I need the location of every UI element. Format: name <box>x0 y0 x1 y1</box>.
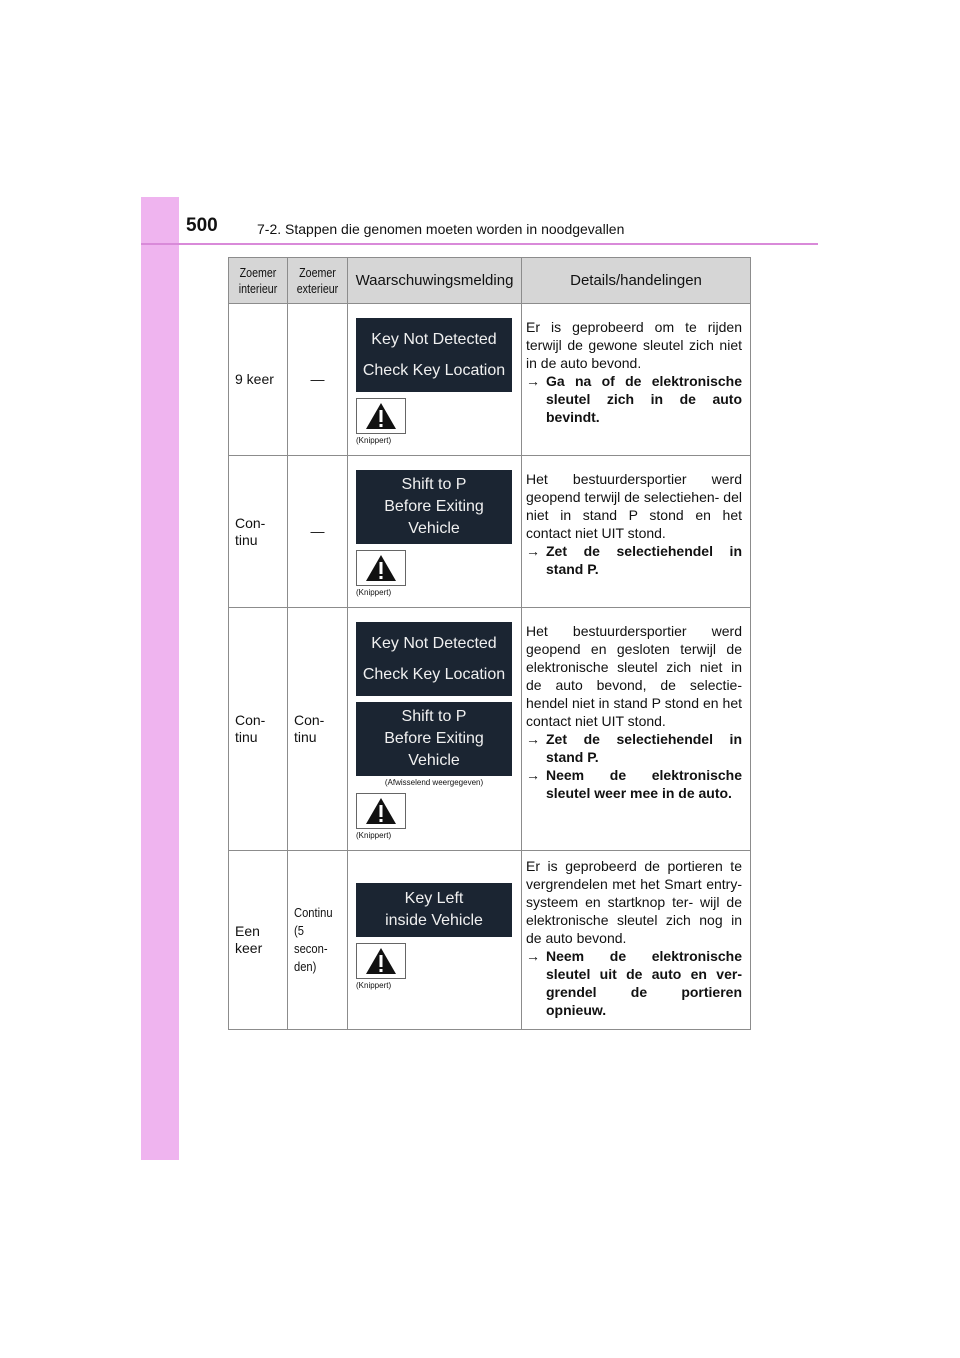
display-screen: Key Not Detected Check Key Location <box>356 622 512 696</box>
action-item: → Zet de selectiehendel in stand P. <box>526 543 742 577</box>
warning-table <box>228 257 751 1030</box>
warning-light <box>356 550 406 586</box>
exterior-buzzer-cell: — <box>288 304 348 456</box>
detail-text: Er is geprobeerd om te rijden terwijl de gewone sleutel zich niet in de auto bevond. <box>526 319 742 371</box>
exterior-buzzer-cell: Con- tinu <box>288 608 348 851</box>
exterior-buzzer-cell: Continu (5 secon- den) <box>288 851 348 1030</box>
details-cell <box>522 456 751 608</box>
warning-message-cell <box>348 851 522 1030</box>
blink-caption: (Knippert) <box>356 831 392 840</box>
warning-light <box>356 943 406 979</box>
warning-light <box>356 793 406 829</box>
action-item: → Zet de selectiehendel in stand P. <box>526 731 742 765</box>
warning-triangle-icon <box>364 946 398 976</box>
detail-text: Het bestuurdersportier werd geopend terwijl de selectiehen- del niet in stand P stond en het contact niet UIT stond. <box>526 471 742 541</box>
details-cell <box>522 608 751 851</box>
warning-message-cell <box>348 456 522 608</box>
arrow-icon: → <box>526 767 540 783</box>
column-header-interior: Zoemer interieur <box>229 258 288 304</box>
detail-text: Het bestuurdersportier werd geopend en gesloten terwijl de elektronische sleutel zich niet in de auto bevond, de selectie- hendel niet in stand P stond en het contact niet UIT stond. <box>526 623 742 729</box>
column-header-message: Waarschuwingsmelding <box>348 258 522 304</box>
action-item: → Neem de elektronische sleutel uit de auto en ver- grendel de portieren opnieuw. <box>526 948 742 1018</box>
details-cell <box>522 304 751 456</box>
blink-caption: (Knippert) <box>356 436 392 445</box>
table-row <box>229 304 751 456</box>
blink-caption: (Knippert) <box>356 588 392 597</box>
action-item: → Ga na of de elektronische sleutel zich in de auto bevindt. <box>526 373 742 425</box>
interior-buzzer-cell: Een keer <box>229 851 288 1030</box>
arrow-icon: → <box>526 543 540 559</box>
arrow-icon: → <box>526 948 540 964</box>
warning-triangle-icon <box>364 796 398 826</box>
table-row <box>229 851 751 1030</box>
side-tab-band <box>141 197 179 1160</box>
alternate-caption: (Afwisselend weergegeven) <box>384 778 484 787</box>
warning-light <box>356 398 406 434</box>
display-screen: Key Not Detected Check Key Location <box>356 318 512 392</box>
warning-message-cell <box>348 608 522 851</box>
warning-triangle-icon <box>364 401 398 431</box>
arrow-icon: → <box>526 731 540 747</box>
exterior-buzzer-cell: — <box>288 456 348 608</box>
display-screen: Shift to P Before Exiting Vehicle <box>356 702 512 776</box>
column-header-details: Details/handelingen <box>522 258 751 304</box>
table-row <box>229 456 751 608</box>
display-screen: Shift to P Before Exiting Vehicle <box>356 470 512 544</box>
page-number: 500 <box>186 215 218 236</box>
action-item: → Neem de elektronische sleutel weer mee in de auto. <box>526 767 742 801</box>
header-rule <box>141 243 818 245</box>
warning-message-cell <box>348 304 522 456</box>
column-header-exterior: Zoemer exterieur <box>288 258 348 304</box>
interior-buzzer-cell: Con- tinu <box>229 456 288 608</box>
details-cell <box>522 851 751 1030</box>
display-screen: Key Left inside Vehicle <box>356 883 512 937</box>
interior-buzzer-cell: Con- tinu <box>229 608 288 851</box>
table-header-row <box>229 258 751 304</box>
section-title: 7-2. Stappen die genomen moeten worden in noodgevallen <box>257 221 625 237</box>
table-row <box>229 608 751 851</box>
interior-buzzer-cell: 9 keer <box>229 304 288 456</box>
detail-text: Er is geprobeerd de portieren te vergrendelen met het Smart entry-systeem en startknop ter- wijl de elektronische sleutel zich nog in de auto bevond. <box>526 858 742 946</box>
warning-triangle-icon <box>364 553 398 583</box>
arrow-icon: → <box>526 373 540 389</box>
blink-caption: (Knippert) <box>356 981 392 990</box>
